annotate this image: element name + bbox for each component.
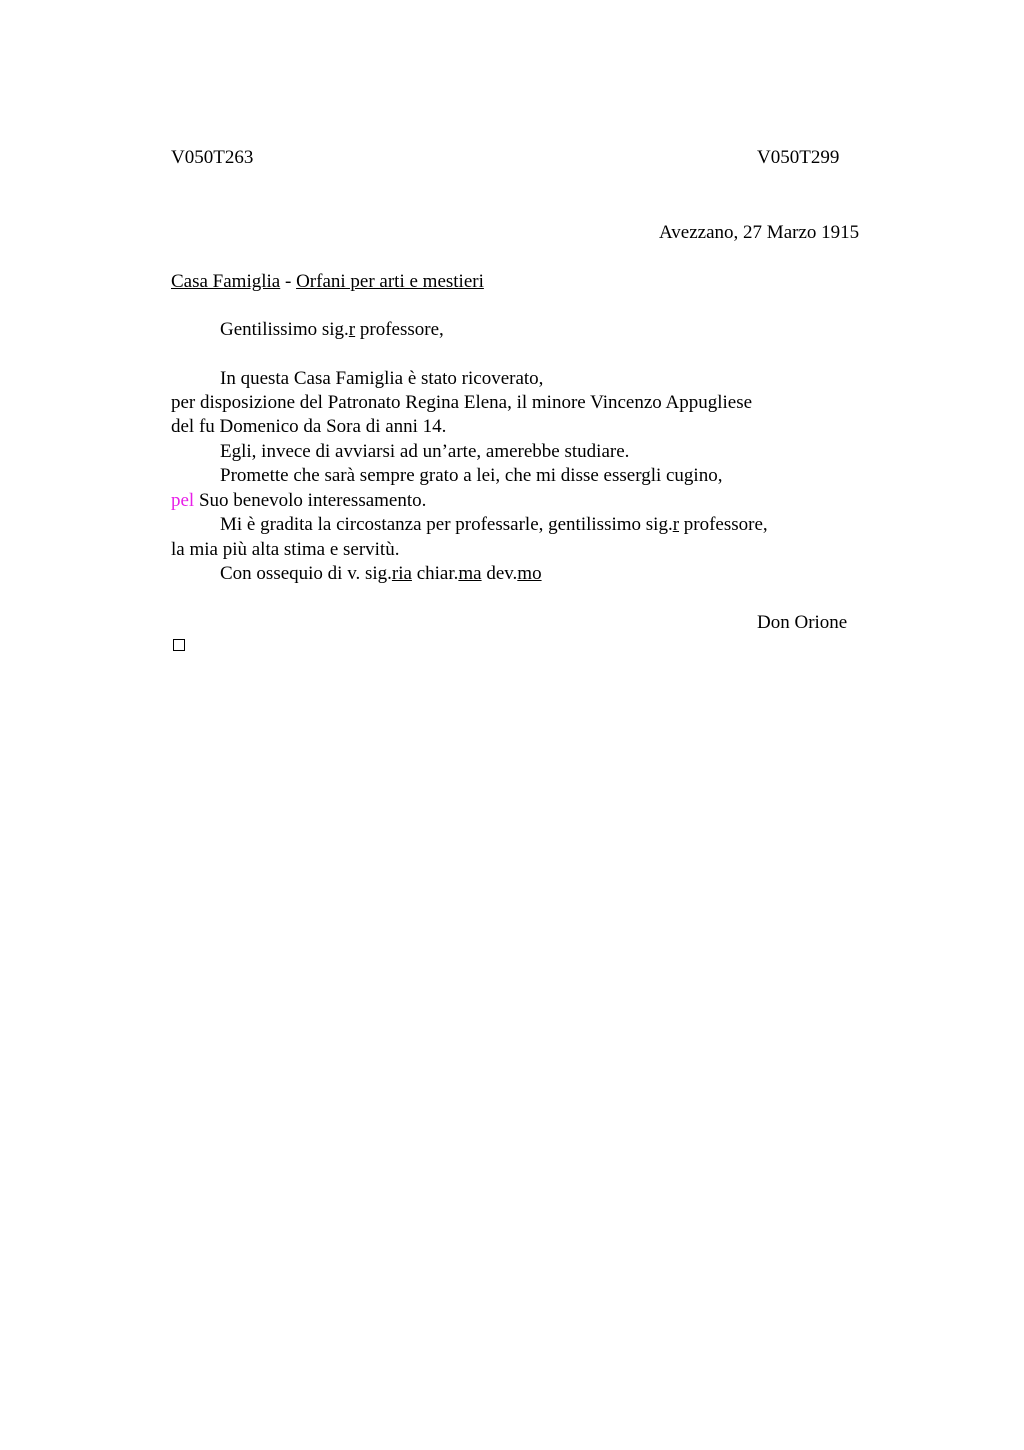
- closing-abbr-1: ria: [391, 563, 412, 584]
- body-line-6-text: Suo benevolo interessamento.: [194, 490, 427, 511]
- body-line-3: del fu Domenico da Sora di anni 14.: [171, 416, 447, 437]
- body-line-7-text-end: professore,: [679, 514, 768, 535]
- institution-heading: [171, 270, 484, 294]
- body-line-5: Promette che sarà sempre grato a lei, che mi disse essergli cugino,: [220, 465, 723, 486]
- body-line-7-text: Mi è gradita la circostanza per professarle, gentilissimo sig.: [220, 514, 673, 535]
- body-line-7: [220, 513, 768, 537]
- signature: Don Orione: [757, 612, 848, 633]
- body-line-1: In questa Casa Famiglia è stato ricoverato,: [220, 368, 544, 389]
- closing-text-1: Con ossequio di v. sig.: [220, 563, 392, 584]
- document-code-right: V050T299: [757, 147, 840, 168]
- body-line-6: [171, 489, 426, 513]
- body-line-7-abbreviation: r: [672, 514, 680, 535]
- document-code-left: V050T263: [171, 147, 254, 168]
- closing-line: [220, 562, 542, 586]
- closing-text-3: dev.: [481, 563, 518, 584]
- salutation: [220, 318, 444, 342]
- highlighted-word: pel: [171, 490, 195, 511]
- body-line-2: per disposizione del Patronato Regina Elena, il minore Vincenzo Appugliese: [171, 392, 753, 413]
- salutation-text: Gentilissimo sig.: [220, 319, 349, 340]
- salutation-text-end: professore,: [355, 319, 444, 340]
- institution-separator: -: [280, 271, 297, 292]
- closing-text-2: chiar.: [411, 563, 459, 584]
- salutation-abbreviation: r: [348, 319, 356, 340]
- institution-subtitle: Orfani per arti e mestieri: [296, 271, 484, 292]
- institution-name: Casa Famiglia: [171, 271, 281, 292]
- date-line: Avezzano, 27 Marzo 1915: [659, 222, 860, 243]
- closing-abbr-3: mo: [517, 563, 542, 584]
- body-line-4: Egli, invece di avviarsi ad un’arte, amerebbe studiare.: [220, 441, 630, 462]
- empty-box-icon: [173, 639, 185, 651]
- closing-abbr-2: ma: [458, 563, 482, 584]
- body-line-8: la mia più alta stima e servitù.: [171, 539, 400, 560]
